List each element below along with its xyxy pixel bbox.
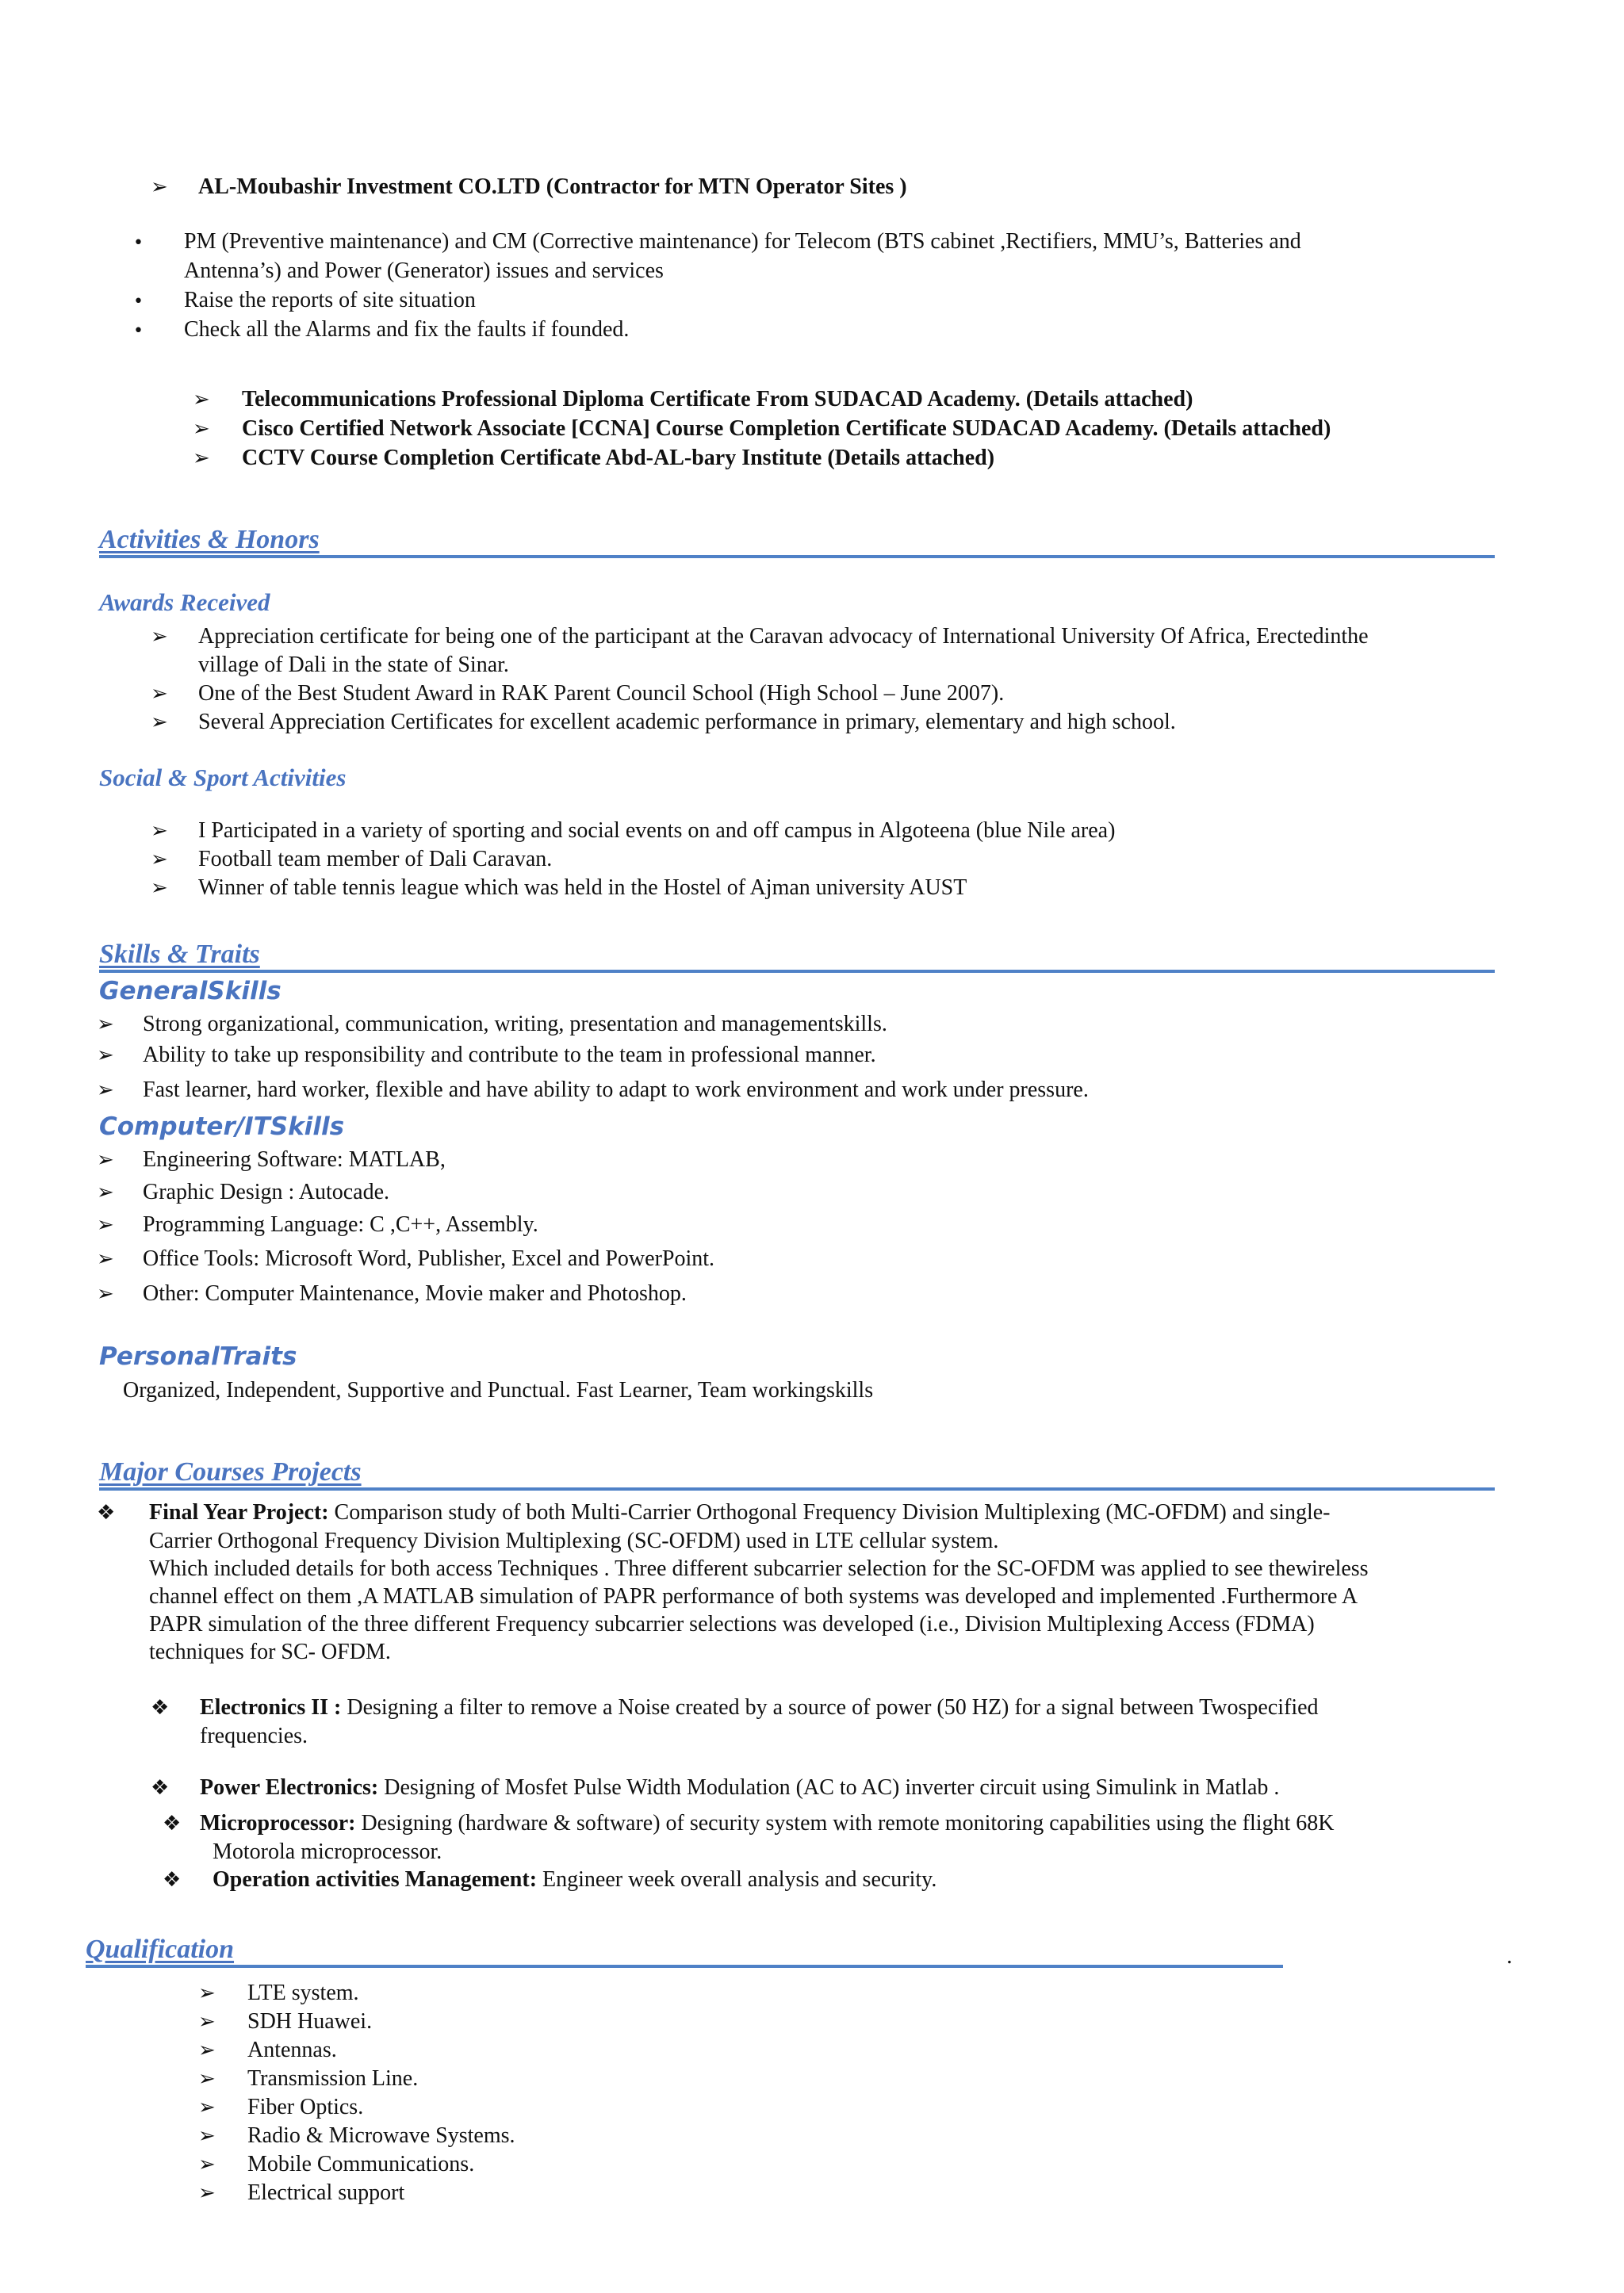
- qualification-item: ➢ LTE system.: [198, 1979, 359, 2008]
- arrow-bullet-icon: ➢: [151, 682, 168, 706]
- qualification-item: ➢ Radio & Microwave Systems.: [198, 2122, 515, 2150]
- arrow-bullet-icon: ➢: [198, 2038, 216, 2062]
- general-skill-item: ➢ Ability to take up responsibility and contribute to the team in professional manner.: [97, 1041, 876, 1070]
- project-final-year: ❖ Final Year Project: Comparison study of both Multi-Carrier Orthogonal Frequency Division Multiplexing (MC-OFDM) and single-: [97, 1499, 1331, 1527]
- it-skill-item: ➢ Graphic Design : Autocade.: [97, 1178, 389, 1207]
- bullet-dot-icon: •: [133, 321, 144, 341]
- arrow-bullet-icon: ➢: [151, 175, 168, 199]
- arrow-bullet-icon: ➢: [198, 2067, 216, 2091]
- arrow-bullet-icon: ➢: [151, 819, 168, 843]
- section-heading-projects: Major Courses Projects: [99, 1457, 362, 1487]
- qualification-item: ➢ Mobile Communications.: [198, 2150, 474, 2179]
- arrow-bullet-icon: ➢: [198, 2153, 216, 2176]
- diamond-bullet-icon: ❖: [163, 1868, 182, 1892]
- subheading-personal-traits: PersonalTraits: [99, 1342, 297, 1371]
- qualification-item: ➢ Fiber Optics.: [198, 2093, 363, 2122]
- arrow-bullet-icon: ➢: [198, 1981, 216, 2005]
- general-skill-item: ➢ Fast learner, hard worker, flexible and have ability to adapt to work environment and work under pressure.: [97, 1076, 1089, 1104]
- project-label: Power Electronics:: [200, 1775, 379, 1800]
- project-label: Microprocessor:: [200, 1811, 356, 1836]
- project-label: Operation activities Management:: [213, 1867, 538, 1892]
- project-power-electronics: ❖ Power Electronics: Designing of Mosfet Pulse Width Modulation (AC to AC) inverter circuit using Simulink in Matlab .: [151, 1774, 1279, 1802]
- arrow-bullet-icon: ➢: [97, 1247, 114, 1271]
- certificate-item: ➢ Telecommunications Professional Diploma Certificate From SUDACAD Academy. (Details attached): [193, 385, 1193, 414]
- diamond-bullet-icon: ❖: [97, 1501, 116, 1525]
- subheading-it-skills: Computer/ITSkills: [99, 1112, 345, 1141]
- arrow-bullet-icon: ➢: [193, 446, 210, 470]
- project-electronics: ❖ Electronics II : Designing a filter to remove a Noise created by a source of power (50 HZ) for a signal between Twospecified: [151, 1694, 1319, 1722]
- general-skill-item: ➢ Strong organizational, communication, writing, presentation and managementskills.: [97, 1010, 887, 1039]
- arrow-bullet-icon: ➢: [97, 1078, 114, 1102]
- arrow-bullet-icon: ➢: [198, 2096, 216, 2119]
- it-skill-item: ➢ Other: Computer Maintenance, Movie maker and Photoshop.: [97, 1280, 687, 1308]
- award-item: ➢ Several Appreciation Certificates for excellent academic performance in primary, elementary and high school.: [151, 708, 1176, 737]
- arrow-bullet-icon: ➢: [151, 848, 168, 871]
- project-final-year-details: Carrier Orthogonal Frequency Division Multiplexing (SC-OFDM) used in LTE cellular system. Which included details for both access Techniques . Three different subcarrier selection for the SC-OFDM was applied to see thewireless channel effect on them ,A MATLAB simulation of PAPR performance of both systems was developed and implemented .Furthermore A PAPR simulation of the three different Frequency subcarrier selections was developed (i.e., Division Multiplexing Access (FDMA) techniques for SC- OFDM.: [149, 1529, 1369, 1664]
- duty-item: • Check all the Alarms and fix the faults if founded.: [133, 316, 629, 346]
- duty-item: • Raise the reports of site situation: [133, 286, 476, 316]
- section-heading-skills: Skills & Traits: [99, 940, 260, 969]
- it-skill-item: ➢ Programming Language: C ,C++, Assembly.: [97, 1211, 538, 1239]
- award-item: ➢ Appreciation certificate for being one of the participant at the Caravan advocacy of International University Of Africa, Erectedinthe: [151, 622, 1369, 651]
- section-rule: [99, 970, 1495, 973]
- diamond-bullet-icon: ❖: [163, 1812, 182, 1836]
- award-item: ➢ One of the Best Student Award in RAK Parent Council School (High School – June 2007).: [151, 679, 1004, 708]
- arrow-bullet-icon: ➢: [151, 625, 168, 649]
- arrow-bullet-icon: ➢: [151, 710, 168, 734]
- arrow-bullet-icon: ➢: [97, 1213, 114, 1237]
- certificate-item: ➢ Cisco Certified Network Associate [CCNA] Course Completion Certificate SUDACAD Academy. (Details attached): [193, 415, 1331, 443]
- qualification-item: ➢ Transmission Line.: [198, 2065, 418, 2093]
- arrow-bullet-icon: ➢: [97, 1043, 114, 1067]
- duty-item: • PM (Preventive maintenance) and CM (Corrective maintenance) for Telecom (BTS cabinet ,Rectifiers, MMU’s, Batteries and: [133, 228, 1301, 258]
- trailing-mark: .: [1507, 1944, 1512, 1969]
- project-microprocessor-continued: Motorola microprocessor.: [213, 1839, 442, 1864]
- arrow-bullet-icon: ➢: [198, 2010, 216, 2034]
- qualification-item: ➢ SDH Huawei.: [198, 2008, 372, 2036]
- social-item: ➢ Football team member of Dali Caravan.: [151, 845, 552, 874]
- company-title: AL-Moubashir Investment CO.LTD (Contractor for MTN Operator Sites ): [198, 174, 907, 199]
- section-rule: [86, 1965, 1283, 1968]
- award-item-continued: village of Dali in the state of Sinar.: [198, 653, 509, 677]
- arrow-bullet-icon: ➢: [198, 2124, 216, 2148]
- company-entry: [151, 173, 907, 201]
- subheading-awards: Awards Received: [99, 588, 270, 616]
- it-skill-item: ➢ Engineering Software: MATLAB,: [97, 1146, 446, 1174]
- project-operations: ❖ Operation activities Management: Engineer week overall analysis and security.: [163, 1866, 936, 1894]
- arrow-bullet-icon: ➢: [193, 388, 210, 412]
- bullet-dot-icon: •: [133, 292, 144, 312]
- qualification-item: ➢ Electrical support: [198, 2179, 404, 2207]
- project-electronics-continued: frequencies.: [200, 1724, 308, 1748]
- bullet-dot-icon: •: [133, 233, 144, 253]
- it-skill-item: ➢ Office Tools: Microsoft Word, Publisher, Excel and PowerPoint.: [97, 1245, 714, 1273]
- arrow-bullet-icon: ➢: [198, 2181, 216, 2205]
- arrow-bullet-icon: ➢: [97, 1181, 114, 1204]
- diamond-bullet-icon: ❖: [151, 1776, 170, 1800]
- arrow-bullet-icon: ➢: [97, 1013, 114, 1036]
- arrow-bullet-icon: ➢: [151, 876, 168, 900]
- duty-item-continued: Antenna’s) and Power (Generator) issues and services: [184, 258, 664, 283]
- project-label: Final Year Project:: [149, 1500, 329, 1525]
- arrow-bullet-icon: ➢: [97, 1148, 114, 1172]
- section-heading-qualification: Qualification: [86, 1935, 235, 1964]
- diamond-bullet-icon: ❖: [151, 1696, 170, 1720]
- section-rule: [99, 555, 1495, 558]
- project-label: Electronics II :: [200, 1695, 342, 1720]
- qualification-item: ➢ Antennas.: [198, 2036, 337, 2065]
- subheading-social: Social & Sport Activities: [99, 764, 347, 791]
- certificate-item: ➢ CCTV Course Completion Certificate Abd-AL-bary Institute (Details attached): [193, 444, 994, 473]
- subheading-general-skills: GeneralSkills: [99, 977, 282, 1005]
- social-item: ➢ I Participated in a variety of sporting and social events on and off campus in Algoteena (blue Nile area): [151, 817, 1115, 845]
- project-microprocessor: ❖ Microprocessor: Designing (hardware & software) of security system with remote monitoring capabilities using the flight 68K: [163, 1809, 1335, 1838]
- section-heading-activities: Activities & Honors: [99, 525, 320, 554]
- personal-traits-text: Organized, Independent, Supportive and Punctual. Fast Learner, Team workingskills: [123, 1378, 874, 1403]
- arrow-bullet-icon: ➢: [97, 1282, 114, 1306]
- section-rule: [99, 1487, 1495, 1491]
- social-item: ➢ Winner of table tennis league which was held in the Hostel of Ajman university AUST: [151, 874, 967, 902]
- arrow-bullet-icon: ➢: [193, 417, 210, 441]
